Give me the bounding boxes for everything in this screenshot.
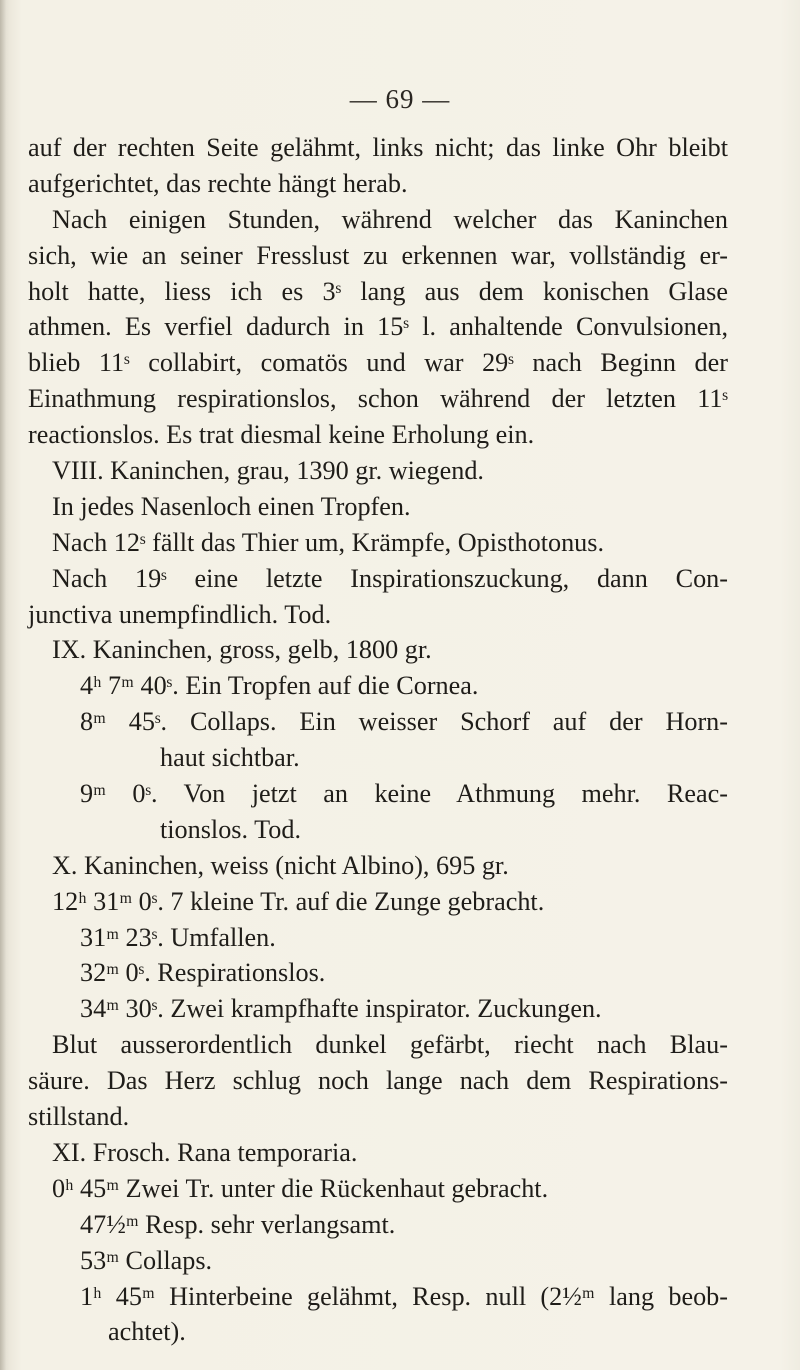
section-heading: XI. Frosch. Rana temporaria. xyxy=(52,1137,358,1167)
text-line: auf der rechten Seite gelähmt, links nicht; das linke Ohr bleibt xyxy=(28,133,728,162)
text-line: Blut ausserordentlich dunkel gefärbt, riecht nach Blau- xyxy=(52,1030,728,1060)
text-line: reactionslos. Es trat diesmal keine Erholung ein. xyxy=(28,420,535,450)
text-line: tionslos. Tod. xyxy=(160,814,302,844)
text-line: 53ᵐ Collaps. xyxy=(80,1245,213,1275)
text-line: aufgerichtet, das rechte hängt herab. xyxy=(28,168,408,198)
text-line: 1ʰ 45ᵐ Hinterbeine gelähmt, Resp. null (2½ᵐ lang beob- xyxy=(80,1281,728,1311)
text-line: In jedes Nasenloch einen Tropfen. xyxy=(52,491,411,521)
text-line: säure. Das Herz schlug noch lange nach dem Respirations- xyxy=(28,1066,728,1096)
binding-edge xyxy=(0,0,6,1370)
text-line: haut sichtbar. xyxy=(160,743,300,773)
section-heading: VIII. Kaninchen, grau, 1390 gr. wiegend. xyxy=(52,456,484,486)
text-line: sich, wie an seiner Fresslust zu erkennen war, vollständig er- xyxy=(28,240,728,270)
text-line: 8ᵐ 45ˢ. Collaps. Ein weisser Schorf auf der Horn- xyxy=(80,707,728,737)
text-line: 47½ᵐ Resp. sehr verlangsamt. xyxy=(80,1209,396,1239)
text-line: 31ᵐ 23ˢ. Umfallen. xyxy=(80,922,276,952)
body-text xyxy=(28,130,728,1350)
text-line: stillstand. xyxy=(28,1102,130,1132)
text-line: 9ᵐ 0ˢ. Von jetzt an keine Athmung mehr. Reac- xyxy=(80,779,728,809)
text-line: achtet). xyxy=(108,1317,186,1347)
page-number: — 69 — xyxy=(349,84,451,114)
text-line: Nach 12ˢ fällt das Thier um, Krämpfe, Opisthotonus. xyxy=(52,527,604,557)
section-heading: IX. Kaninchen, gross, gelb, 1800 gr. xyxy=(52,635,432,665)
section-heading: X. Kaninchen, weiss (nicht Albino), 695 gr. xyxy=(52,850,509,880)
text-line: Nach 19ˢ eine letzte Inspirationszuckung, dann Con- xyxy=(52,563,728,593)
text-line: Nach einigen Stunden, während welcher das Kaninchen xyxy=(52,204,728,234)
text-line: holt hatte, liess ich es 3ˢ lang aus dem konischen Glase xyxy=(28,276,728,306)
text-line: Einathmung respirationslos, schon während der letzten 11ˢ xyxy=(28,384,728,414)
text-line: 12ʰ 31ᵐ 0ˢ. 7 kleine Tr. auf die Zunge gebracht. xyxy=(52,886,545,916)
text-line: 4ʰ 7ᵐ 40ˢ. Ein Tropfen auf die Cornea. xyxy=(80,671,479,701)
text-line: blieb 11ˢ collabirt, comatös und war 29ˢ nach Beginn der xyxy=(28,348,728,378)
text-line: 0ʰ 45ᵐ Zwei Tr. unter die Rückenhaut gebracht. xyxy=(52,1173,549,1203)
text-line: 32ᵐ 0ˢ. Respirationslos. xyxy=(80,958,326,988)
text-line: athmen. Es verfiel dadurch in 15ˢ l. anhaltende Convulsionen, xyxy=(28,312,728,342)
text-line: 34ᵐ 30ˢ. Zwei krampfhafte inspirator. Zuckungen. xyxy=(80,994,602,1024)
text-line: junctiva unempfindlich. Tod. xyxy=(28,599,332,629)
